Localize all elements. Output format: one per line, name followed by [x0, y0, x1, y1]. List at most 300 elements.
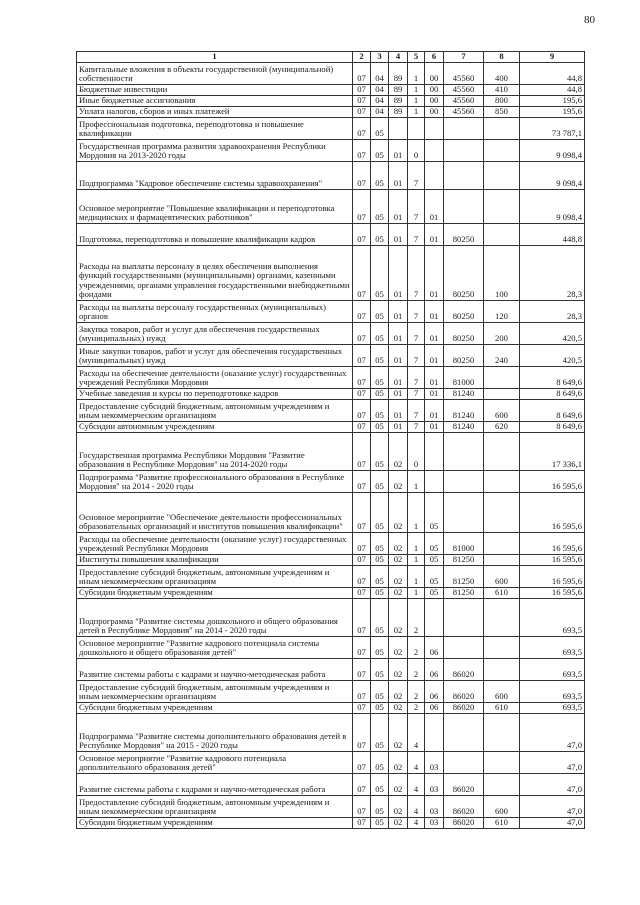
row-code-cell: 81250 [444, 566, 484, 588]
row-code-cell [444, 162, 484, 190]
table-row [77, 714, 585, 752]
row-code-cell: 06 [425, 681, 444, 703]
table-row [77, 301, 585, 323]
row-code-cell: 01 [389, 246, 408, 301]
row-code-cell: 00 [425, 63, 444, 85]
row-code-cell: 89 [389, 85, 408, 96]
row-amount-cell: 44,8 [520, 85, 585, 96]
row-code-cell: 01 [389, 367, 408, 389]
row-code-cell: 07 [353, 599, 371, 637]
row-amount-cell: 9 098,4 [520, 162, 585, 190]
row-code-cell: 200 [484, 323, 520, 345]
row-code-cell: 1 [408, 471, 425, 493]
row-code-cell: 7 [408, 323, 425, 345]
row-code-cell: 4 [408, 714, 425, 752]
row-code-cell: 81240 [444, 400, 484, 422]
row-code-cell [484, 118, 520, 140]
row-code-cell [484, 433, 520, 471]
row-code-cell: 89 [389, 107, 408, 118]
table-row [77, 367, 585, 389]
row-code-cell: 86020 [444, 818, 484, 829]
row-amount-cell: 8 649,6 [520, 422, 585, 433]
row-code-cell: 07 [353, 118, 371, 140]
row-code-cell: 05 [371, 301, 389, 323]
row-code-cell: 01 [425, 422, 444, 433]
table-body [77, 63, 585, 829]
table-row [77, 433, 585, 471]
row-code-cell: 02 [389, 714, 408, 752]
row-code-cell: 07 [353, 566, 371, 588]
row-code-cell: 45560 [444, 63, 484, 85]
table-row [77, 63, 585, 85]
row-code-cell [444, 637, 484, 659]
row-code-cell [484, 140, 520, 162]
row-code-cell: 04 [371, 63, 389, 85]
row-code-cell: 120 [484, 301, 520, 323]
row-code-cell: 4 [408, 818, 425, 829]
row-code-cell: 86020 [444, 681, 484, 703]
table-row [77, 493, 585, 533]
table-row [77, 140, 585, 162]
row-code-cell: 07 [353, 224, 371, 246]
row-code-cell: 02 [389, 659, 408, 681]
row-code-cell: 07 [353, 63, 371, 85]
row-amount-cell: 693,5 [520, 637, 585, 659]
row-amount-cell: 47,0 [520, 714, 585, 752]
row-amount-cell: 9 098,4 [520, 190, 585, 224]
table-row [77, 224, 585, 246]
row-name-cell: Предоставление субсидий бюджетным, автономным учреждениям и иным некоммерческим организациям [77, 681, 353, 703]
row-amount-cell: 8 649,6 [520, 367, 585, 389]
row-name-cell: Предоставление субсидий бюджетным, автономным учреждениям и иным некоммерческим организациям [77, 796, 353, 818]
row-code-cell: 06 [425, 659, 444, 681]
row-code-cell: 1 [408, 555, 425, 566]
row-code-cell: 04 [371, 107, 389, 118]
row-code-cell: 05 [425, 555, 444, 566]
row-code-cell: 2 [408, 599, 425, 637]
row-code-cell: 02 [389, 555, 408, 566]
row-code-cell [484, 774, 520, 796]
table-header-row [77, 52, 585, 63]
table-row [77, 703, 585, 714]
row-code-cell: 45560 [444, 85, 484, 96]
row-amount-cell: 28,3 [520, 301, 585, 323]
row-code-cell: 2 [408, 659, 425, 681]
row-code-cell: 05 [371, 637, 389, 659]
row-code-cell [484, 637, 520, 659]
row-code-cell: 02 [389, 752, 408, 774]
row-code-cell: 03 [425, 752, 444, 774]
row-code-cell: 07 [353, 389, 371, 400]
row-code-cell [484, 555, 520, 566]
table-row [77, 599, 585, 637]
row-code-cell: 80250 [444, 323, 484, 345]
column-header: 8 [484, 52, 520, 63]
row-amount-cell: 693,5 [520, 681, 585, 703]
row-code-cell: 05 [371, 703, 389, 714]
row-code-cell: 4 [408, 752, 425, 774]
row-code-cell: 05 [371, 400, 389, 422]
row-amount-cell: 195,6 [520, 107, 585, 118]
row-code-cell: 02 [389, 703, 408, 714]
row-code-cell: 07 [353, 533, 371, 555]
row-code-cell: 02 [389, 681, 408, 703]
budget-table [76, 51, 585, 829]
row-code-cell: 1 [408, 85, 425, 96]
row-amount-cell: 693,5 [520, 703, 585, 714]
row-code-cell: 0 [408, 433, 425, 471]
table-row [77, 345, 585, 367]
row-code-cell: 02 [389, 796, 408, 818]
row-code-cell: 06 [425, 703, 444, 714]
table-row [77, 796, 585, 818]
row-code-cell [484, 190, 520, 224]
row-code-cell: 86020 [444, 796, 484, 818]
row-code-cell: 07 [353, 752, 371, 774]
row-code-cell: 01 [425, 389, 444, 400]
row-code-cell [444, 118, 484, 140]
row-code-cell: 01 [389, 162, 408, 190]
row-code-cell [484, 533, 520, 555]
row-name-cell: Основное мероприятие "Развитие кадрового потенциала дополнительного образования детей" [77, 752, 353, 774]
row-code-cell: 620 [484, 422, 520, 433]
row-code-cell [484, 659, 520, 681]
row-name-cell: Институты повышения квалификации [77, 555, 353, 566]
row-code-cell [425, 433, 444, 471]
row-name-cell: Государственная программа развития здравоохранения Республики Мордовия на 2013-2020 годы [77, 140, 353, 162]
row-code-cell: 1 [408, 107, 425, 118]
row-name-cell: Расходы на выплаты персоналу государственных (муниципальных) органов [77, 301, 353, 323]
row-code-cell: 02 [389, 588, 408, 599]
row-code-cell: 0 [408, 140, 425, 162]
row-code-cell: 05 [371, 752, 389, 774]
row-code-cell [484, 224, 520, 246]
column-header: 6 [425, 52, 444, 63]
row-code-cell: 05 [371, 714, 389, 752]
row-code-cell: 00 [425, 85, 444, 96]
row-code-cell: 80250 [444, 345, 484, 367]
row-code-cell [425, 118, 444, 140]
row-name-cell: Развитие системы работы с кадрами и научно-методическая работа [77, 774, 353, 796]
row-code-cell: 600 [484, 796, 520, 818]
row-code-cell [484, 752, 520, 774]
row-code-cell [389, 118, 408, 140]
row-code-cell: 07 [353, 818, 371, 829]
row-code-cell: 07 [353, 774, 371, 796]
table-row [77, 818, 585, 829]
row-amount-cell: 195,6 [520, 96, 585, 107]
table-row [77, 85, 585, 96]
row-amount-cell: 73 787,1 [520, 118, 585, 140]
row-code-cell: 80250 [444, 224, 484, 246]
row-name-cell: Иные закупки товаров, работ и услуг для обеспечения государственных (муниципальных) нужд [77, 345, 353, 367]
row-code-cell: 07 [353, 301, 371, 323]
row-code-cell: 1 [408, 493, 425, 533]
row-code-cell: 05 [371, 566, 389, 588]
row-code-cell [444, 493, 484, 533]
row-code-cell: 410 [484, 85, 520, 96]
row-name-cell: Основное мероприятие "Обеспечение деятельности профессиональных образовательных организаций и институтов повышения квалификации" [77, 493, 353, 533]
column-header: 5 [408, 52, 425, 63]
row-code-cell: 01 [389, 345, 408, 367]
row-code-cell: 240 [484, 345, 520, 367]
row-code-cell [484, 493, 520, 533]
row-code-cell: 7 [408, 162, 425, 190]
row-code-cell: 05 [371, 493, 389, 533]
row-code-cell: 7 [408, 246, 425, 301]
row-code-cell: 05 [371, 555, 389, 566]
row-code-cell: 05 [371, 224, 389, 246]
row-code-cell: 1 [408, 588, 425, 599]
table-row [77, 533, 585, 555]
row-code-cell: 07 [353, 246, 371, 301]
table-row [77, 637, 585, 659]
row-name-cell: Расходы на выплаты персоналу в целях обеспечения выполнения функций государственными (муниципальными) органами, казенными учреждениями, органами управления государственными внебюджетными фондами [77, 246, 353, 301]
row-code-cell [425, 471, 444, 493]
row-code-cell: 7 [408, 224, 425, 246]
row-amount-cell: 8 649,6 [520, 389, 585, 400]
row-code-cell: 07 [353, 681, 371, 703]
row-code-cell [408, 118, 425, 140]
row-name-cell: Капитальные вложения в объекты государственной (муниципальной) собственности [77, 63, 353, 85]
row-code-cell: 07 [353, 714, 371, 752]
row-name-cell: Уплата налогов, сборов и иных платежей [77, 107, 353, 118]
row-name-cell: Профессиональная подготовка, переподготовка и повышение квалификации [77, 118, 353, 140]
table-row [77, 400, 585, 422]
row-code-cell: 02 [389, 533, 408, 555]
row-amount-cell: 420,5 [520, 345, 585, 367]
row-code-cell: 07 [353, 493, 371, 533]
row-name-cell: Основное мероприятие "Развитие кадрового потенциала системы дошкольного и общего образования детей" [77, 637, 353, 659]
column-header: 1 [77, 52, 353, 63]
row-name-cell: Развитие системы работы с кадрами и научно-методическая работа [77, 659, 353, 681]
row-code-cell: 05 [371, 118, 389, 140]
row-code-cell: 1 [408, 63, 425, 85]
row-amount-cell: 28,3 [520, 246, 585, 301]
row-code-cell [425, 140, 444, 162]
row-name-cell: Расходы на обеспечение деятельности (оказание услуг) государственных учреждений Республики Мордовия [77, 533, 353, 555]
row-code-cell: 05 [371, 818, 389, 829]
table-row [77, 190, 585, 224]
row-amount-cell: 47,0 [520, 752, 585, 774]
row-code-cell: 07 [353, 555, 371, 566]
row-code-cell: 05 [371, 323, 389, 345]
page-number: 80 [584, 14, 595, 26]
row-code-cell: 07 [353, 471, 371, 493]
row-code-cell: 07 [353, 162, 371, 190]
row-code-cell: 07 [353, 637, 371, 659]
column-header: 4 [389, 52, 408, 63]
row-code-cell: 7 [408, 400, 425, 422]
row-amount-cell: 693,5 [520, 659, 585, 681]
row-code-cell: 80250 [444, 301, 484, 323]
row-code-cell: 05 [371, 367, 389, 389]
table-row [77, 752, 585, 774]
table-row [77, 659, 585, 681]
row-code-cell: 07 [353, 140, 371, 162]
row-code-cell: 05 [371, 659, 389, 681]
row-name-cell: Закупка товаров, работ и услуг для обеспечения государственных (муниципальных) нужд [77, 323, 353, 345]
row-code-cell: 06 [425, 637, 444, 659]
row-name-cell: Субсидии бюджетным учреждениям [77, 588, 353, 599]
row-code-cell: 05 [371, 422, 389, 433]
row-code-cell: 01 [425, 190, 444, 224]
column-header: 2 [353, 52, 371, 63]
row-code-cell: 7 [408, 190, 425, 224]
row-code-cell: 04 [371, 85, 389, 96]
row-amount-cell: 16 595,6 [520, 566, 585, 588]
row-code-cell: 81000 [444, 367, 484, 389]
row-name-cell: Подготовка, переподготовка и повышение квалификации кадров [77, 224, 353, 246]
row-code-cell: 01 [389, 301, 408, 323]
row-code-cell: 81250 [444, 588, 484, 599]
row-code-cell: 89 [389, 96, 408, 107]
table-row [77, 588, 585, 599]
row-code-cell: 01 [389, 140, 408, 162]
row-code-cell: 07 [353, 703, 371, 714]
table-row [77, 566, 585, 588]
row-code-cell: 05 [371, 345, 389, 367]
row-amount-cell: 16 595,6 [520, 533, 585, 555]
row-code-cell: 05 [371, 471, 389, 493]
row-code-cell: 01 [389, 422, 408, 433]
row-code-cell: 7 [408, 301, 425, 323]
row-amount-cell: 44,8 [520, 63, 585, 85]
table-row [77, 162, 585, 190]
row-code-cell: 07 [353, 323, 371, 345]
row-name-cell: Субсидии бюджетным учреждениям [77, 818, 353, 829]
row-code-cell: 4 [408, 796, 425, 818]
row-code-cell: 81240 [444, 389, 484, 400]
row-code-cell: 05 [371, 796, 389, 818]
row-code-cell: 05 [371, 774, 389, 796]
row-code-cell [484, 389, 520, 400]
column-header: 9 [520, 52, 585, 63]
row-name-cell: Подпрограмма "Кадровое обеспечение системы здравоохранения" [77, 162, 353, 190]
row-name-cell: Подпрограмма "Развитие профессионального образования в Республике Мордовия" на 2014 - 2020 годы [77, 471, 353, 493]
row-code-cell: 7 [408, 422, 425, 433]
row-code-cell: 81240 [444, 422, 484, 433]
row-code-cell: 01 [389, 224, 408, 246]
row-code-cell: 81000 [444, 533, 484, 555]
row-amount-cell: 16 595,6 [520, 493, 585, 533]
row-code-cell: 05 [371, 533, 389, 555]
row-code-cell: 01 [425, 400, 444, 422]
row-name-cell: Учебные заведения и курсы по переподготовке кадров [77, 389, 353, 400]
row-name-cell: Государственная программа Республики Мордовия "Развитие образования в Республике Мордовия" на 2014-2020 годы [77, 433, 353, 471]
row-code-cell: 05 [371, 162, 389, 190]
row-code-cell: 05 [425, 493, 444, 533]
row-code-cell: 01 [389, 400, 408, 422]
column-header: 3 [371, 52, 389, 63]
row-code-cell: 05 [371, 140, 389, 162]
row-code-cell: 02 [389, 566, 408, 588]
table-row [77, 323, 585, 345]
row-code-cell [484, 367, 520, 389]
row-code-cell [444, 433, 484, 471]
row-code-cell: 1 [408, 533, 425, 555]
row-code-cell: 04 [371, 96, 389, 107]
row-code-cell [425, 599, 444, 637]
row-code-cell: 600 [484, 681, 520, 703]
row-code-cell [484, 599, 520, 637]
table-row [77, 246, 585, 301]
row-code-cell: 02 [389, 599, 408, 637]
table-row [77, 118, 585, 140]
row-code-cell: 7 [408, 389, 425, 400]
row-code-cell [484, 162, 520, 190]
row-code-cell: 00 [425, 107, 444, 118]
table-row [77, 555, 585, 566]
row-amount-cell: 47,0 [520, 774, 585, 796]
row-code-cell: 07 [353, 400, 371, 422]
row-code-cell: 05 [425, 588, 444, 599]
row-code-cell: 80250 [444, 246, 484, 301]
row-code-cell: 03 [425, 818, 444, 829]
row-code-cell: 7 [408, 367, 425, 389]
row-code-cell: 05 [425, 566, 444, 588]
table-row [77, 422, 585, 433]
row-code-cell: 07 [353, 96, 371, 107]
row-name-cell: Предоставление субсидий бюджетным, автономным учреждениям и иным некоммерческим организациям [77, 566, 353, 588]
row-code-cell: 01 [389, 190, 408, 224]
row-code-cell: 86020 [444, 659, 484, 681]
row-code-cell: 2 [408, 703, 425, 714]
row-amount-cell: 47,0 [520, 818, 585, 829]
row-code-cell: 86020 [444, 774, 484, 796]
table-row [77, 774, 585, 796]
row-code-cell: 1 [408, 96, 425, 107]
row-code-cell: 01 [389, 323, 408, 345]
row-name-cell: Основное мероприятие "Повышение квалификации и переподготовка медицинских и фармацевтических работников" [77, 190, 353, 224]
row-code-cell [444, 471, 484, 493]
row-code-cell: 600 [484, 566, 520, 588]
row-code-cell: 07 [353, 345, 371, 367]
row-code-cell: 05 [371, 389, 389, 400]
row-code-cell: 01 [389, 389, 408, 400]
row-code-cell: 05 [371, 246, 389, 301]
row-name-cell: Субсидии автономным учреждениям [77, 422, 353, 433]
row-code-cell: 02 [389, 818, 408, 829]
row-code-cell: 03 [425, 774, 444, 796]
row-code-cell: 100 [484, 246, 520, 301]
row-code-cell [484, 714, 520, 752]
row-code-cell: 1 [408, 566, 425, 588]
row-code-cell: 02 [389, 493, 408, 533]
row-code-cell [425, 162, 444, 190]
row-code-cell: 07 [353, 85, 371, 96]
row-code-cell: 2 [408, 681, 425, 703]
row-code-cell: 81250 [444, 555, 484, 566]
row-code-cell: 01 [425, 367, 444, 389]
row-amount-cell: 693,5 [520, 599, 585, 637]
row-code-cell: 01 [425, 224, 444, 246]
row-code-cell [425, 714, 444, 752]
row-amount-cell: 9 098,4 [520, 140, 585, 162]
row-code-cell: 05 [371, 599, 389, 637]
row-code-cell [444, 752, 484, 774]
row-name-cell: Субсидии бюджетным учреждениям [77, 703, 353, 714]
row-code-cell: 45560 [444, 96, 484, 107]
row-name-cell: Расходы на обеспечение деятельности (оказание услуг) государственных учреждений Республики Мордовия [77, 367, 353, 389]
row-amount-cell: 16 595,6 [520, 588, 585, 599]
row-name-cell: Подпрограмма "Развитие системы дополнительного образования детей в Республике Мордовия" на 2015 - 2020 годы [77, 714, 353, 752]
row-code-cell [444, 714, 484, 752]
row-amount-cell: 16 595,6 [520, 555, 585, 566]
row-amount-cell: 420,5 [520, 323, 585, 345]
row-code-cell: 05 [371, 433, 389, 471]
row-code-cell: 02 [389, 637, 408, 659]
